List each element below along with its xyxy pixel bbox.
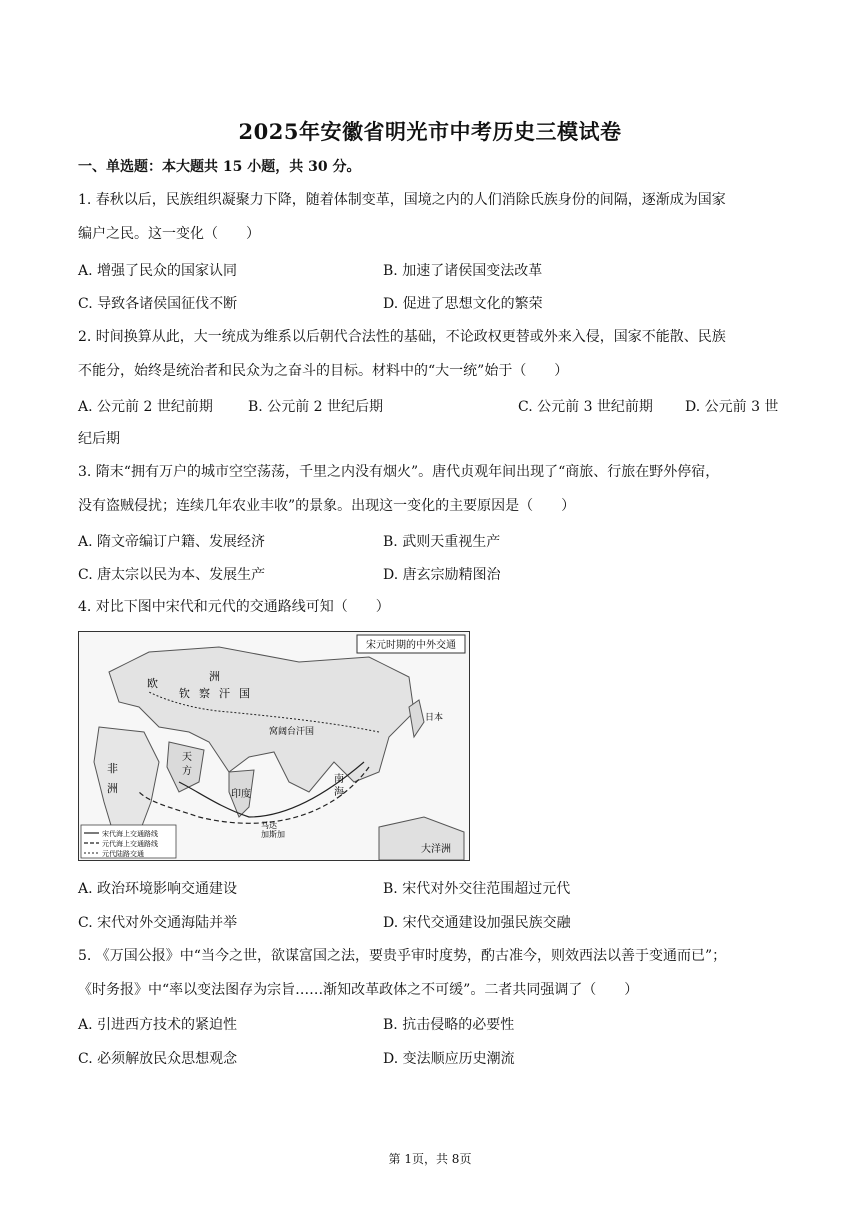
question-2-option-a: A. 公元前 2 世纪前期 [78, 399, 213, 415]
question-1-line-2: 编户之民。这一变化（ ） [78, 226, 260, 242]
section-heading: 一、单选题：本大题共 15 小题，共 30 分。 [78, 159, 361, 175]
question-1-option-b: B. 加速了诸侯国变法改革 [383, 263, 543, 279]
map-label-zhou1: 洲 [209, 670, 220, 683]
map-label-han: 汗 [219, 687, 230, 700]
map-label-tian: 天 [182, 752, 192, 763]
map-label-madagascar: 马达 [261, 821, 277, 830]
question-1-line-1: 1. 春秋以后，民族组织凝聚力下降，随着体制变革，国境之内的人们消除氏族身份的间隔，逐渐成为国家 [78, 192, 726, 208]
page-title: 2025年安徽省明光市中考历史三模试卷 [238, 119, 622, 144]
question-5-option-a: A. 引进西方技术的紧迫性 [78, 1017, 238, 1033]
map-label-fang: 方 [182, 766, 192, 777]
question-3-line-1: 3. 隋末“拥有万户的城市空空荡荡，千里之内没有烟火”。唐代贞观年间出现了“商旅、行旅在野外停宿， [78, 464, 720, 480]
question-4-option-d: D. 宋代交通建设加强民族交融 [383, 915, 571, 931]
map-label-ou: 欧 [147, 677, 158, 690]
question-5-option-b: B. 抗击侵略的必要性 [383, 1017, 515, 1033]
question-2-line-1: 2. 时间换算从此，大一统成为维系以后朝代合法性的基础，不论政权更替或外来入侵，国家不能散、民族 [78, 329, 726, 345]
question-4-option-b: B. 宋代对外交往范围超过元代 [383, 881, 571, 897]
map-legend-yuan-sea: 元代海上交通路线 [102, 840, 158, 848]
question-4-line-1: 4. 对比下图中宋代和元代的交通路线可知（ ） [78, 599, 390, 615]
map-label-fei: 非 [107, 762, 118, 775]
map-legend-yuan-land: 元代陆路交通 [102, 850, 144, 858]
song-yuan-transport-map [78, 631, 470, 861]
question-2-option-b: B. 公元前 2 世纪后期 [248, 399, 383, 415]
question-5-line-2: 《时务报》中“率以变法图存为宗旨……渐知改革政体之不可缓”。二者共同强调了（ ） [78, 982, 639, 998]
question-3-option-c: C. 唐太宗以民为本、发展生产 [78, 567, 266, 583]
map-figure [79, 632, 469, 860]
question-3-option-b: B. 武则天重视生产 [383, 534, 501, 550]
question-4-option-c: C. 宋代对外交通海陆并举 [78, 915, 238, 931]
map-label-zhou2: 洲 [107, 782, 118, 795]
page-footer: 第 1页，共 8页 [388, 1152, 472, 1166]
question-5-line-1: 5. 《万国公报》中“当今之世，欲谋富国之法，要贵乎审时度势，酌古准今，则效西法以善于变通而已”； [78, 948, 727, 964]
map-label-cha: 察 [199, 687, 210, 700]
question-5-option-c: C. 必须解放民众思想观念 [78, 1051, 238, 1067]
map-japan-land [409, 700, 424, 737]
question-3-line-2: 没有盗贼侵扰；连续几年农业丰收”的景象。出现这一变化的主要原因是（ ） [78, 498, 576, 514]
question-1-option-c: C. 导致各诸侯国征伐不断 [78, 296, 238, 312]
map-label-wokuotai: 窝阔台汗国 [269, 727, 315, 737]
map-legend-song-sea: 宋代海上交通路线 [102, 830, 158, 838]
map-label-hai: 海 [334, 787, 344, 798]
question-2-option-d-cont: 纪后期 [78, 431, 120, 447]
map-label-oceania: 大洋洲 [421, 844, 451, 855]
question-3-option-d: D. 唐玄宗励精图治 [383, 567, 501, 583]
question-2-option-d: D. 公元前 3 世 [685, 399, 779, 415]
question-1-option-d: D. 促进了思想文化的繁荣 [383, 296, 543, 312]
map-label-qin: 钦 [179, 687, 190, 700]
question-5-option-d: D. 变法顺应历史潮流 [383, 1051, 515, 1067]
question-2-option-c: C. 公元前 3 世纪前期 [518, 399, 653, 415]
map-label-japan: 日本 [425, 713, 444, 723]
map-label-madagascar-2: 加斯加 [261, 830, 285, 839]
question-4-option-a: A. 政治环境影响交通建设 [78, 881, 238, 897]
question-1-option-a: A. 增强了民众的国家认同 [78, 263, 238, 279]
map-label-india: 印度 [231, 789, 251, 800]
question-3-option-a: A. 隋文帝编订户籍、发展经济 [78, 534, 266, 550]
map-label-guo: 国 [239, 687, 250, 700]
map-title: 宋元时期的中外交通 [366, 640, 456, 651]
question-2-line-2: 不能分，始终是统治者和民众为之奋斗的目标。材料中的“大一统”始于（ ） [78, 363, 569, 379]
map-label-nan: 南 [334, 774, 344, 785]
